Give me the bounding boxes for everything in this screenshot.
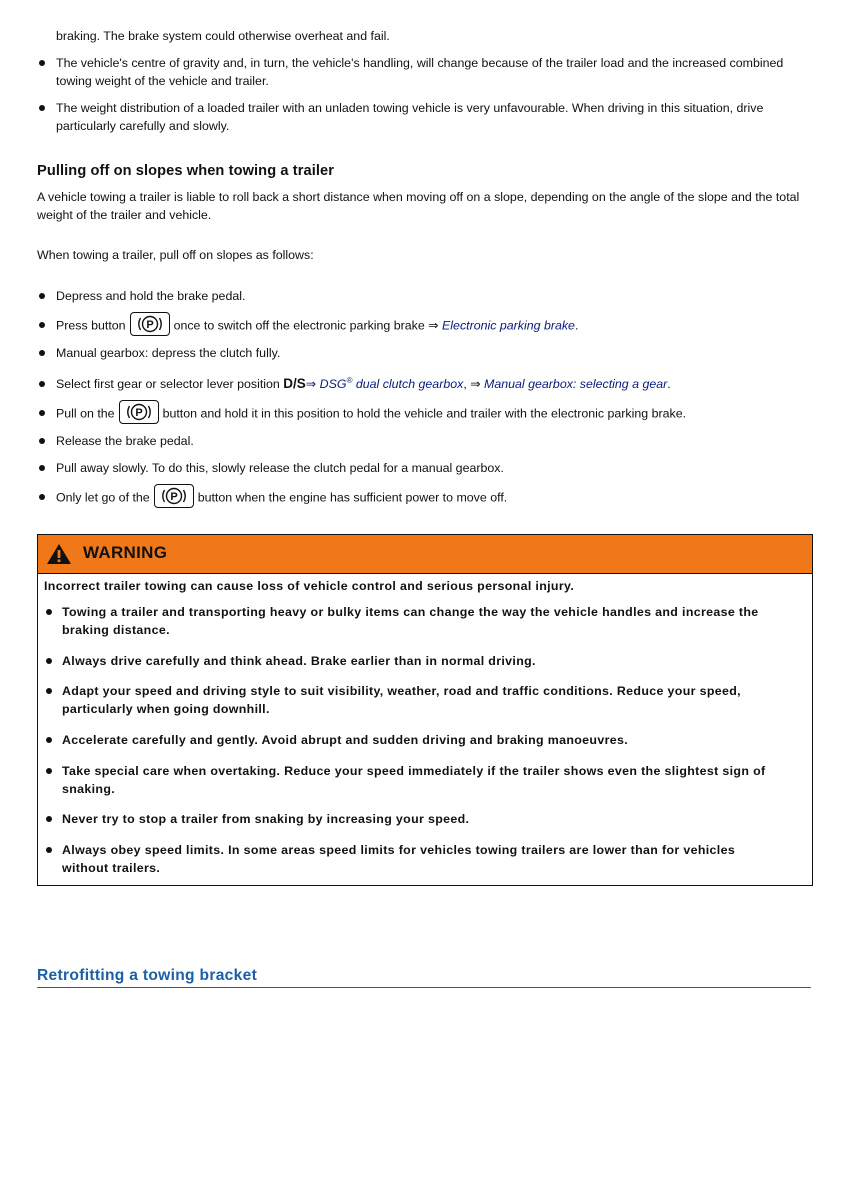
gear-position: D/S [283, 376, 306, 391]
step-text: Only let go of the [56, 490, 150, 505]
arrow: ⇒ [305, 377, 317, 391]
steps-lead: When towing a trailer, pull off on slopes as follows: [37, 248, 314, 262]
warning-item-line: Always drive carefully and think ahead. Brake earlier than in normal driving. [62, 654, 536, 668]
link-part: dual clutch gearbox [352, 377, 464, 391]
bullet-dot [46, 768, 52, 774]
warning-item-line: Adapt your speed and driving style to suit visibility, weather, road and traffic conditions. Reduce your speed, [62, 684, 741, 698]
svg-text:P: P [145, 319, 154, 331]
svg-text:P: P [134, 407, 143, 419]
bullet-dot [46, 816, 52, 822]
bullet-dot [39, 105, 45, 111]
parking-brake-button [130, 312, 170, 336]
section-intro [37, 188, 799, 224]
warning-item-line: braking distance. [62, 623, 170, 637]
bullet-dot [39, 381, 45, 387]
bullet-dot [46, 658, 52, 664]
step-text: Pull on the [56, 406, 115, 421]
intro-line: weight of the trailer and vehicle. [37, 208, 212, 222]
bullet-dot [46, 737, 52, 743]
step-7: Pull away slowly. To do this, slowly release the clutch pedal for a manual gearbox. [56, 461, 504, 475]
bullet-dot [39, 350, 45, 356]
step-5 [56, 404, 686, 424]
warning-item-line: Never try to stop a trailer from snaking by increasing your speed. [62, 812, 470, 826]
link-dsg-gearbox[interactable] [320, 377, 464, 391]
intro-line: A vehicle towing a trailer is liable to roll back a short distance when moving off on a slope, depending on the angle of the slope and the total [37, 190, 800, 204]
step-2 [56, 316, 578, 336]
step-8 [56, 488, 507, 508]
step-text: Press button [56, 318, 126, 333]
bullet-dot [46, 847, 52, 853]
warning-item-line: without trailers. [62, 861, 161, 875]
bullet-dot [39, 322, 45, 328]
parking-brake-icon [120, 401, 160, 425]
warning-item [62, 841, 735, 877]
step-1: Depress and hold the brake pedal. [56, 289, 246, 303]
svg-text:P: P [170, 491, 178, 503]
bullet-dot [46, 688, 52, 694]
link-electronic-parking-brake[interactable]: Electronic parking brake [442, 318, 575, 333]
warning-item-line: Accelerate carefully and gently. Avoid abrupt and sudden driving and braking manoeuvres. [62, 733, 629, 747]
parking-brake-button [119, 400, 159, 424]
warning-item [62, 682, 741, 718]
step-text: button and hold it in this position to hold the vehicle and trailer with the electronic parking brake. [162, 406, 687, 421]
registered-mark: ® [346, 375, 353, 385]
step-text: once to switch off the electronic parking brake ⇒ [173, 318, 439, 333]
continuation-text: braking. The brake system could otherwise overheat and fail. [56, 29, 390, 43]
bullet-dot [46, 609, 52, 615]
warning-box [37, 534, 813, 886]
step-3: Manual gearbox: depress the clutch fully. [56, 346, 281, 360]
step-end: . [667, 377, 671, 391]
section-title: Pulling off on slopes when towing a trailer [37, 163, 335, 179]
warning-triangle-icon [46, 543, 72, 565]
warning-header [38, 535, 812, 574]
next-section-heading [37, 967, 811, 988]
bullet-dot [39, 494, 45, 500]
step-4 [56, 375, 671, 393]
link-part: DSG [319, 377, 347, 391]
next-section-title: Retrofitting a towing bracket [37, 967, 258, 984]
warning-item [62, 731, 628, 749]
warning-item [62, 810, 469, 828]
list-item-line: The weight distribution of a loaded trailer with an unladen towing vehicle is very unfavourable. When driving in this situation, drive [56, 101, 764, 115]
warning-item-line: snaking. [62, 782, 116, 796]
bullet-dot [39, 60, 45, 66]
parking-brake-button [154, 484, 194, 508]
warning-intro: Incorrect trailer towing can cause loss of vehicle control and serious personal injury. [44, 579, 575, 593]
list-item-line: The vehicle's centre of gravity and, in turn, the vehicle's handling, will change because of the trailer load and the increased combined [56, 56, 784, 70]
warning-item [62, 603, 759, 639]
warning-item-line: particularly when going downhill. [62, 702, 270, 716]
warning-item-line: Always obey speed limits. In some areas speed limits for vehicles towing trailers are lower than for vehicles [62, 843, 736, 857]
list-item [56, 99, 763, 135]
step-end: . [574, 318, 579, 333]
step-text: button when the engine has sufficient power to move off. [197, 490, 508, 505]
warning-item [62, 762, 765, 798]
list-item [56, 54, 783, 90]
step-text: Select first gear or selector lever position [56, 377, 280, 391]
bullet-dot [39, 410, 45, 416]
warning-title: WARNING [83, 543, 168, 562]
bullet-dot [39, 293, 45, 299]
link-manual-gearbox[interactable]: Manual gearbox: selecting a gear [484, 377, 668, 391]
warning-item [62, 652, 536, 670]
bullet-dot [39, 438, 45, 444]
bullet-dot [39, 465, 45, 471]
warning-item-line: Towing a trailer and transporting heavy or bulky items can change the way the vehicle handles and increase the [62, 605, 759, 619]
step-6: Release the brake pedal. [56, 434, 194, 448]
separator: , ⇒ [463, 377, 481, 391]
warning-item-line: Take special care when overtaking. Reduce your speed immediately if the trailer shows even the slightest sign of [62, 764, 766, 778]
parking-brake-icon [131, 313, 171, 337]
list-item-line: particularly carefully and slowly. [56, 119, 230, 133]
list-item-line: towing weight of the vehicle and trailer. [56, 74, 269, 88]
parking-brake-icon [155, 485, 195, 509]
